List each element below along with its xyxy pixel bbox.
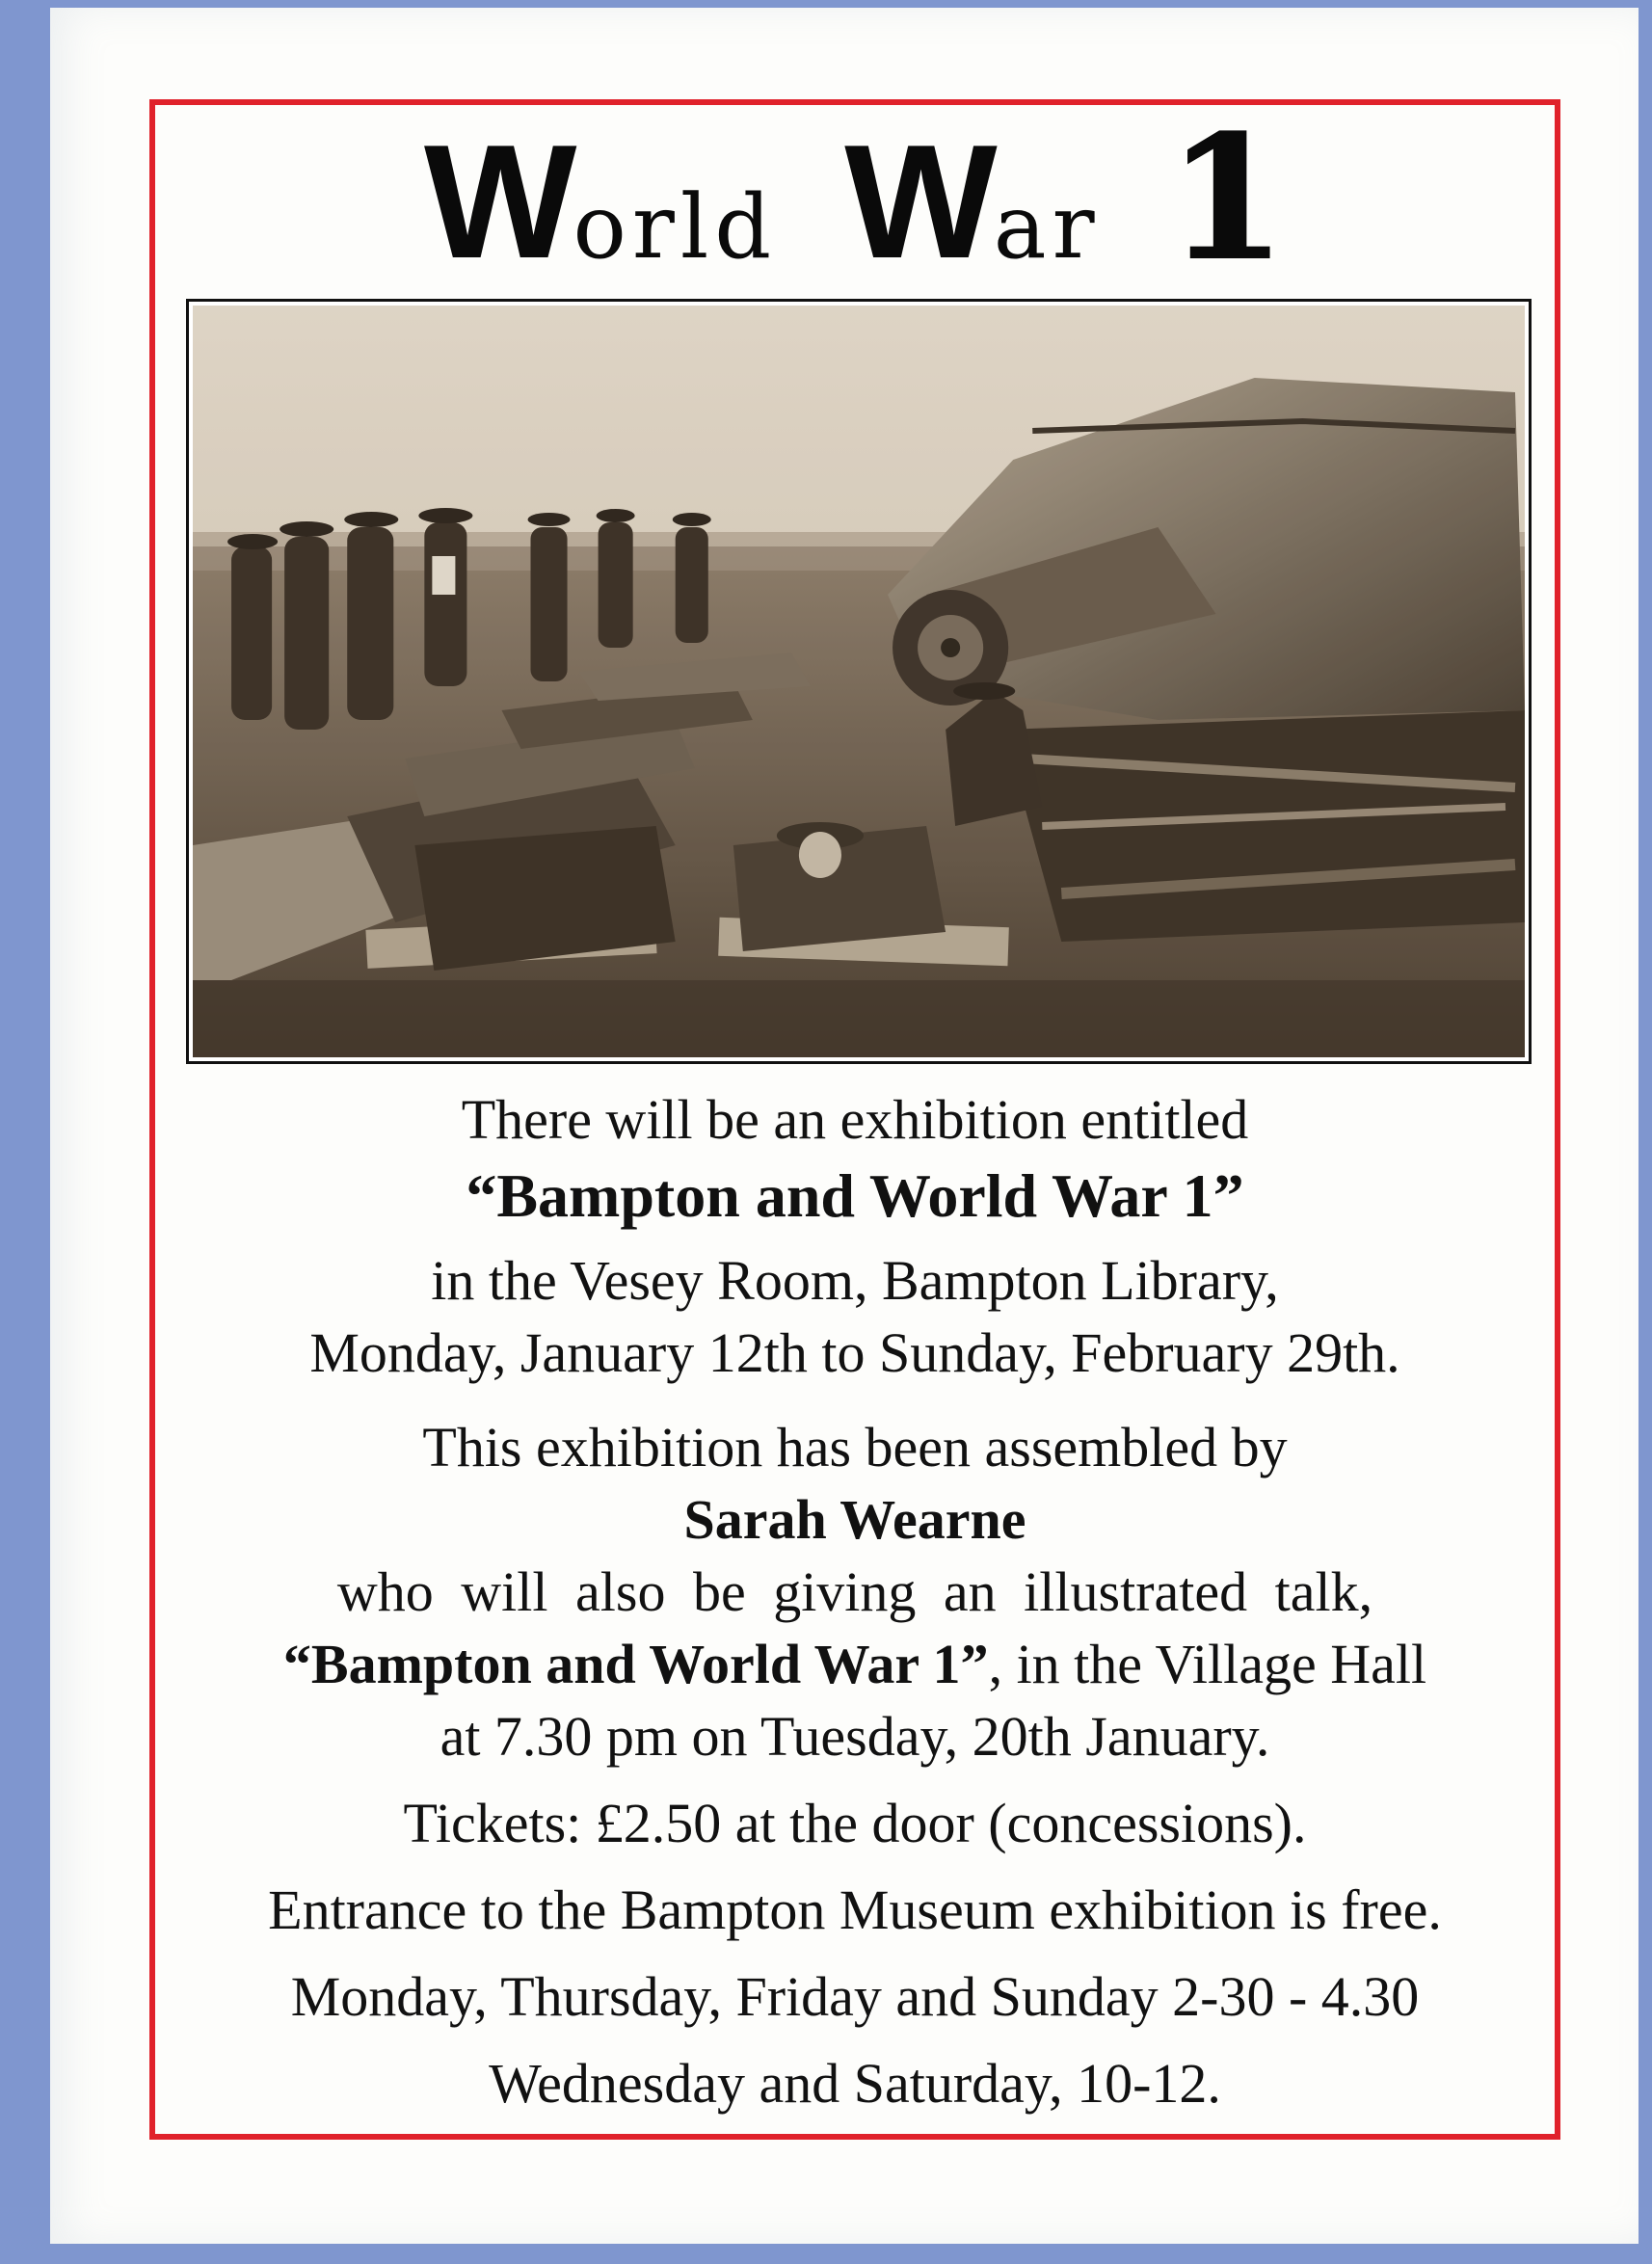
intro-line: There will be an exhibition entitled <box>461 1088 1249 1151</box>
talk-time-line: at 7.30 pm on Tuesday, 20th January. <box>440 1705 1270 1768</box>
title-w1: W <box>423 111 573 292</box>
opening-hours-line-2: Wednesday and Saturday, 10-12. <box>489 2052 1221 2115</box>
war-photograph-image <box>193 306 1525 1057</box>
title-orld: orld <box>573 175 778 279</box>
author-name: Sarah Wearne <box>683 1488 1026 1551</box>
war-photograph <box>186 299 1532 1064</box>
dates-line: Monday, January 12th to Sunday, February 29th. <box>309 1321 1400 1384</box>
talk-venue: , in the Village Hall <box>988 1633 1427 1695</box>
talk-title-line <box>164 1632 1546 1696</box>
title-ar: ar <box>993 175 1101 279</box>
exhibition-title: “Bampton and World War 1” <box>466 1161 1244 1230</box>
title-number: 1 <box>1167 98 1287 298</box>
tickets-line: Tickets: £2.50 at the door (concessions). <box>403 1792 1307 1854</box>
venue-line: in the Vesey Room, Bampton Library, <box>431 1249 1279 1312</box>
talk-title: “Bampton and World War 1” <box>282 1633 989 1695</box>
poster-title <box>149 98 1560 298</box>
talk-intro-line: who will also be giving an illustrated talk, <box>336 1560 1373 1623</box>
assembled-line: This exhibition has been assembled by <box>422 1416 1288 1478</box>
title-w2: W <box>844 111 994 292</box>
museum-entrance-line: Entrance to the Bampton Museum exhibition is free. <box>268 1878 1442 1941</box>
opening-hours-line-1: Monday, Thursday, Friday and Sunday 2-30 - 4.30 <box>290 1965 1420 2028</box>
